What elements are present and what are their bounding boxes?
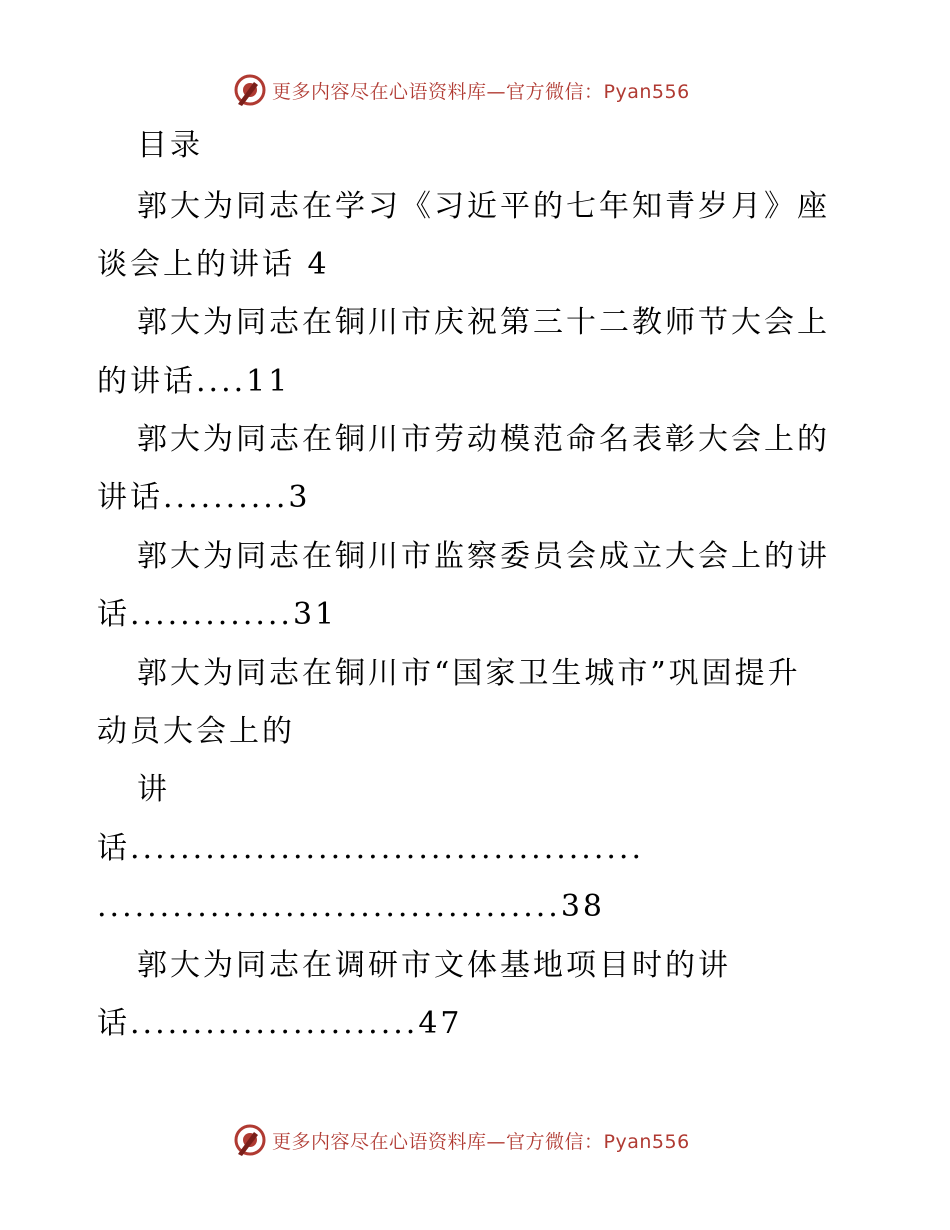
toc-entry-5-line-2: 动员大会上的 xyxy=(97,714,295,749)
toc-entry-3-line-2: 讲话..........3 xyxy=(97,480,311,515)
footer-banner-text: 更多内容尽在心语资料库—官方微信：Pyan556 xyxy=(272,1130,690,1153)
toc-entry-5-line-1: 郭大为同志在铜川市“国家卫生城市”巩固提升 xyxy=(137,656,801,691)
toc-entry-2-line-2: 的讲话....11 xyxy=(97,364,291,399)
toc-entry-6-line-1: 郭大为同志在调研市文体基地项目时的讲 xyxy=(137,948,731,983)
toc-heading: 目录 xyxy=(137,128,203,163)
toc-entry-5-line-3: 讲 xyxy=(137,772,170,807)
toc-entry-4-line-2: 话.............31 xyxy=(97,597,338,632)
toc-entry-3-line-1: 郭大为同志在铜川市劳动模范命名表彰大会上的 xyxy=(137,422,830,457)
toc-entry-1-line-1: 郭大为同志在学习《习近平的七年知青岁月》座 xyxy=(137,189,830,224)
toc-entry-1-line-2: 谈会上的讲话 4 xyxy=(97,247,330,282)
toc-entry-5-line-5: .....................................38 xyxy=(97,889,606,924)
pen-logo-icon xyxy=(232,1122,268,1158)
toc-entry-2-line-1: 郭大为同志在铜川市庆祝第三十二教师节大会上 xyxy=(137,305,830,340)
toc-entry-4-line-1: 郭大为同志在铜川市监察委员会成立大会上的讲 xyxy=(137,539,830,574)
toc-entry-6-line-2: 话.......................47 xyxy=(97,1006,463,1041)
header-banner xyxy=(232,70,690,110)
pen-logo-icon xyxy=(232,72,268,108)
toc-entry-5-line-4: 话......................................... xyxy=(97,831,644,866)
footer-banner xyxy=(232,1120,690,1160)
header-banner-text: 更多内容尽在心语资料库—官方微信：Pyan556 xyxy=(272,80,690,103)
